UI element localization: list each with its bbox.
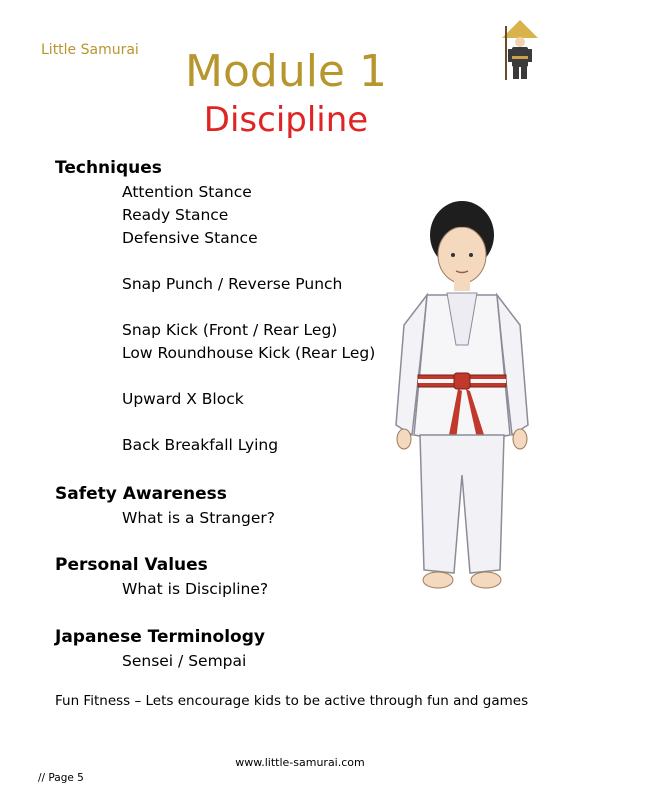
section-heading-techniques: Techniques	[55, 158, 162, 178]
list-item: Sensei / Sempai	[122, 652, 247, 670]
list-item: Snap Kick (Front / Rear Leg)	[122, 321, 338, 339]
list-item: Ready Stance	[122, 206, 229, 224]
module-subtitle: Discipline	[203, 100, 369, 140]
karate-kid-icon	[382, 195, 537, 600]
fun-fitness-note: Fun Fitness – Lets encourage kids to be active through fun and games	[55, 693, 529, 709]
section-heading-terminology: Japanese Terminology	[55, 627, 265, 647]
footer-url: www.little-samurai.com	[235, 756, 365, 769]
list-item: Upward X Block	[122, 390, 244, 408]
list-item: Snap Punch / Reverse Punch	[122, 275, 343, 293]
list-item: Low Roundhouse Kick (Rear Leg)	[122, 344, 376, 362]
brand-label: Little Samurai	[41, 42, 139, 58]
list-item: Attention Stance	[122, 183, 252, 201]
list-item: What is Discipline?	[122, 580, 269, 598]
module-title: Module 1	[185, 46, 387, 97]
page-number: // Page 5	[38, 772, 84, 784]
section-heading-values: Personal Values	[55, 555, 208, 575]
list-item: Back Breakfall Lying	[122, 436, 279, 454]
list-item: Defensive Stance	[122, 229, 258, 247]
section-heading-safety: Safety Awareness	[55, 484, 227, 504]
list-item: What is a Stranger?	[122, 509, 275, 527]
